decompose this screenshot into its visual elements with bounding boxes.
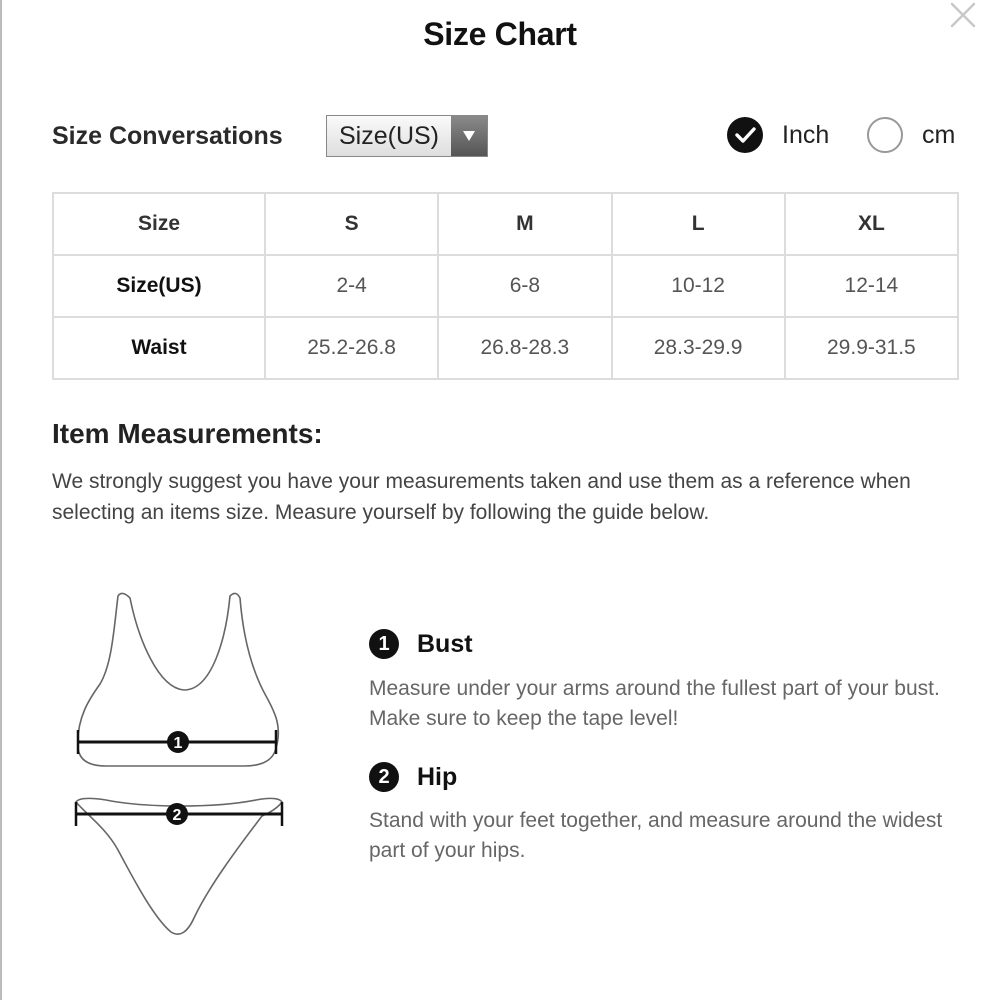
table-cell: 10-12 (612, 255, 785, 317)
table-header-cell: S (265, 193, 438, 255)
diagram-marker-1: 1 (173, 735, 183, 752)
table-header-cell: XL (785, 193, 958, 255)
step-description-hip: Stand with your feet together, and measure around the widest part of your hips. (369, 809, 943, 862)
measurements-description: We strongly suggest you have your measurements taken and use them as a reference when selecting an items size. Measure yourself by following the guide below. (52, 470, 911, 524)
table-row-label: Waist (53, 317, 265, 379)
checkmark-circle-icon (727, 117, 763, 153)
window-edge (0, 0, 2, 1000)
table-cell: 2-4 (265, 255, 438, 317)
unit-label-cm: cm (922, 120, 956, 149)
table-header-row (53, 193, 958, 255)
step-description-bust: Measure under your arms around the fullest part of your bust. Make sure to keep the tape level! (369, 677, 940, 730)
diagram-marker-2: 2 (172, 807, 182, 824)
table-header-cell: L (612, 193, 785, 255)
step-title-hip: Hip (417, 762, 458, 791)
table-cell: 25.2-26.8 (265, 317, 438, 379)
triangle-down-icon (451, 116, 487, 156)
table-header-cell: Size (53, 193, 265, 255)
step-hip (369, 762, 457, 792)
bikini-diagram (66, 588, 296, 953)
size-conversion-label: Size Conversations (52, 122, 283, 150)
table-row (53, 317, 958, 379)
size-table (52, 192, 959, 380)
table-cell: 12-14 (785, 255, 958, 317)
table-row-label: Size(US) (53, 255, 265, 317)
table-cell: 29.9-31.5 (785, 317, 958, 379)
measurements-title: Item Measurements: (52, 418, 323, 449)
step-title-bust: Bust (417, 629, 473, 658)
empty-circle-icon (867, 117, 903, 153)
table-cell: 26.8-28.3 (438, 317, 611, 379)
table-cell: 6-8 (438, 255, 611, 317)
step-number-1: 1 (369, 629, 399, 659)
table-cell: 28.3-29.9 (612, 317, 785, 379)
size-conversion-select[interactable] (326, 115, 488, 157)
table-header-cell: M (438, 193, 611, 255)
step-bust (369, 629, 473, 659)
page-title: Size Chart (423, 16, 577, 52)
unit-label-inch: Inch (782, 120, 830, 149)
table-row (53, 255, 958, 317)
unit-option-cm[interactable] (867, 117, 955, 153)
unit-option-inch[interactable] (727, 117, 829, 153)
step-number-2: 2 (369, 762, 399, 792)
size-conversion-value: Size(US) (338, 122, 439, 150)
